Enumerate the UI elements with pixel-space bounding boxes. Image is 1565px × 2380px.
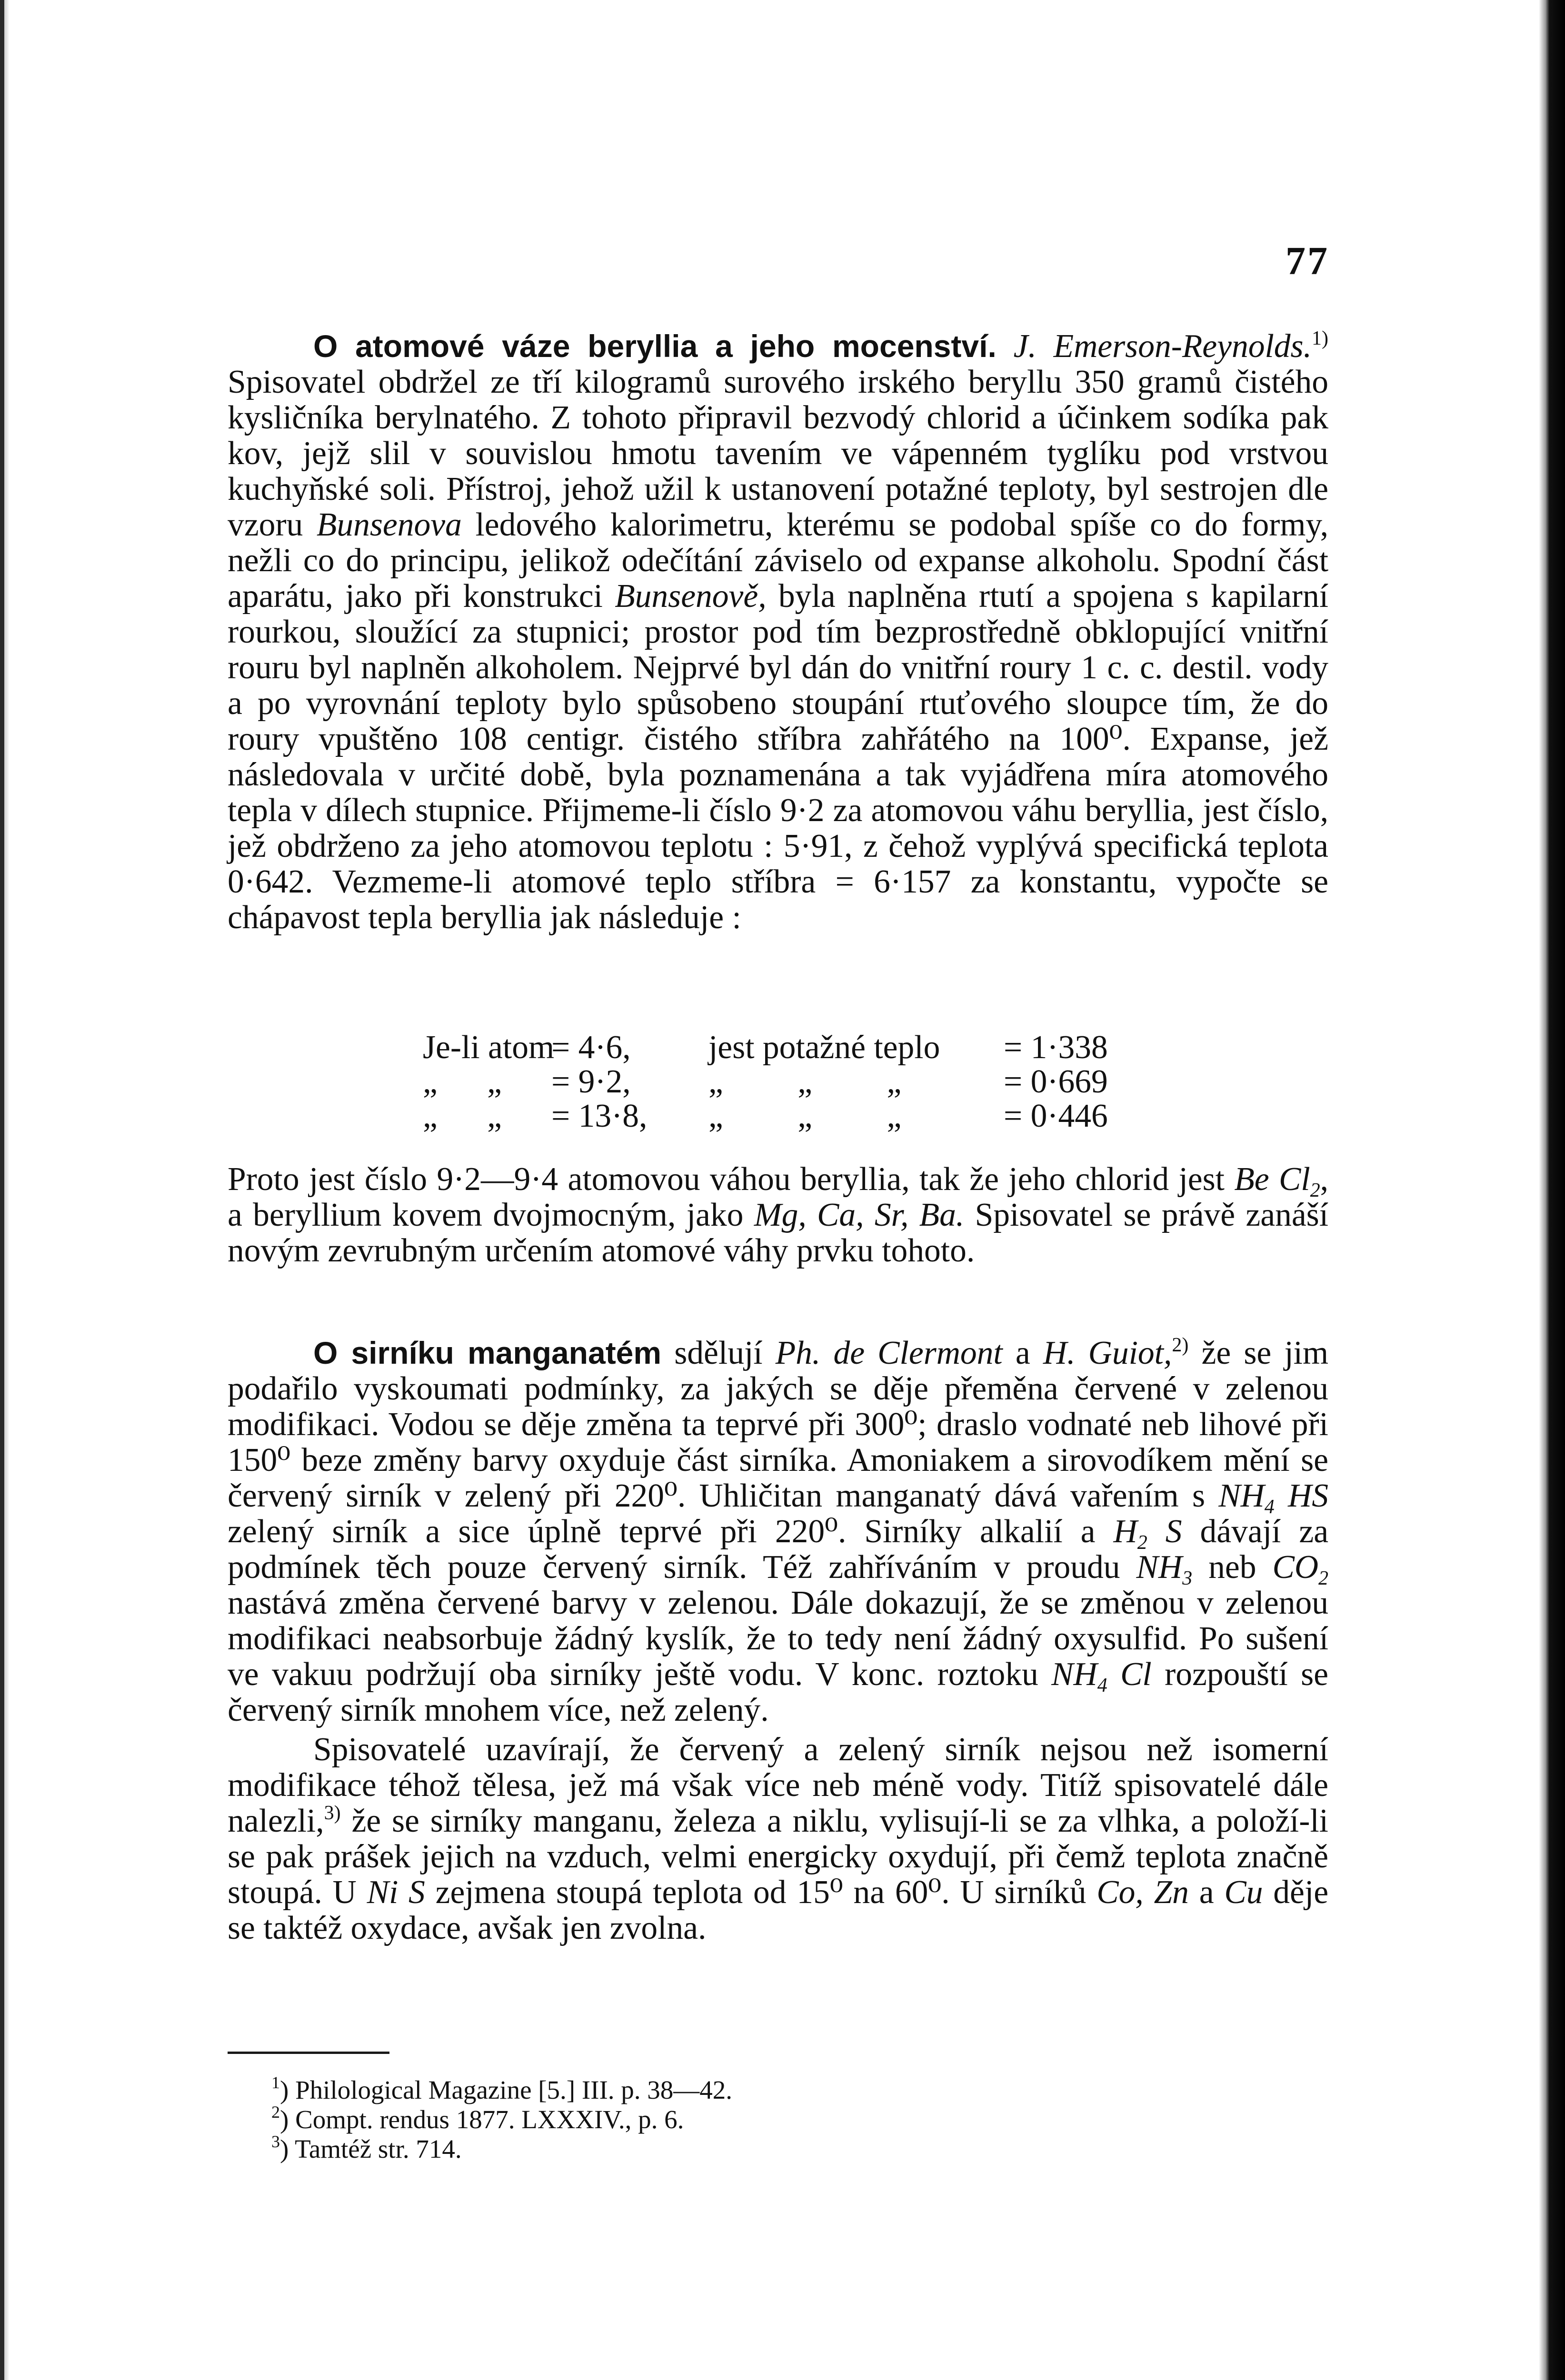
bunsen-reference-2: Bunsenově, [615, 578, 767, 615]
article-beryllium-paragraph [228, 328, 1328, 935]
article-manganese-sulfide [228, 1335, 1328, 1946]
nickel-sulfide-formula: Ni S [367, 1874, 425, 1911]
beryllium-chloride-formula: Be $Cl_2$ [1234, 1161, 1320, 1201]
ammonium-chloride-formula: $NH_4$ Cl [1051, 1656, 1152, 1696]
article-beryllium-text-2: ledového kalorimetru, kterému se podobal spíše co do formy, nežli co do principu, jelikož odečítání záviselo od expanse alkoholu. Spodní část aparátu, jako při konstrukci [228, 506, 1329, 615]
article-manganese-paragraph-2: Spisovatelé uzavírají, že červený a zelený sirník nejsou než isomerní modifikace téhož tělesa, jež má však více neb méně vody. Titíž spisovatelé dále nalezli,$^{3)}$ že se sirníky manganu, železa a niklu, vylisují-li se za vlhka, a položí-li se pak prášek jejich na vzduch, velmi energicky oxydují, při čemž teplota značně stoupá. U Ni S zejmena stoupá teplota od 15⁰ na 60⁰. U sirníků Co, Zn a Cu děje se taktéž oxydace, avšak jen zvolna. [228, 1731, 1329, 1946]
beryllium-conclusion [228, 1161, 1328, 1269]
scan-edge-right [1539, 0, 1565, 2380]
article-manganese-paragraph: O sirníku manganatém sdělují Ph. de Clermont a H. Guiot,$^{2)}$ že se jim podařilo vyskoumati podmínky, za jakých se děje přeměna červené v zelenou modifikaci. Vodou se děje změna ta teprvé při 300⁰; draslo vodnaté neb lihové při 150⁰ beze změny barvy oxyduje část sirníka. Amoniakem a sirovodíkem mění se červený sirník v zelený při 220⁰. Uhličitan manganatý dává vařením s $NH_4$ HS zelený sirník a sice úplně teprvé při 220⁰. Sirníky alkalií a $H_2$ S dávají za podmínek těch pouze červený sirník. Též zahříváním v proudu $NH_3$ neb $CO_2$ nastává změna červené barvy v zelenou. Dále dokazují, že se změnou v zelenou modifikaci neabsorbuje žádný kyslík, že to tedy není žádný oxysulfid. Po sušení ve vakuu podržují oba sirníky ještě vodu. V konc. roztoku $NH_4$ Cl rozpouští se červený sirník mnohem více, než zelený. [228, 1334, 1329, 1728]
beryllium-conclusion-paragraph: Proto jest číslo 9·2—9·4 atomovou váhou beryllia, tak že jeho chlorid jest Be $Cl_2$, a beryllium kovem dvojmocným, jako Mg, Ca, Sr, Ba. Spisovatel se právě zanáší novým zevrubným určením atomové váhy prvku tohoto. [228, 1161, 1329, 1269]
divalent-metals: Mg, Ca, Sr, Ba. [754, 1197, 965, 1233]
article-beryllium-author: J. Emerson-Reynolds. [1013, 328, 1312, 365]
bunsen-reference-1: Bunsenova [316, 506, 462, 543]
footnote-1: $^1$) Philological Magazine [5.] III. p. 38—42. [271, 2073, 733, 2104]
atomic-heat-row: Je-li atom = 4·6, jest potažné teplo = 1·338 [423, 1029, 1108, 1066]
atomic-heat-table [423, 1031, 1137, 1133]
footnote-2: $^2$) Compt. rendus 1877. LXXXIV., p. 6. [271, 2102, 684, 2134]
article-manganese-heading: O sirníku manganatém [313, 1335, 662, 1370]
article-beryllium [228, 328, 1328, 935]
atomic-heat-row: „ „ = 9·2, „ „ „ = 0·669 [423, 1063, 1108, 1100]
hydrogen-sulfide-formula: $H_2$ S [1113, 1513, 1182, 1554]
ammonium-hydrosulfide-formula: $NH_4$ HS [1218, 1478, 1328, 1518]
article-beryllium-text-3: byla naplněna rtutí a spojena s kapilarní rourkou, sloužící za stupnici; prostor pod tím bezprostředně obklopující vnitřní rouru byl naplněn alkoholem. Nejprvé byl dán do vnitřní roury 1 c. c. destil. vody a po vyrovnání teploty bylo spůsobeno stoupání rtuťového sloupce tím, že do roury vpuštěno 108 centigr. čistého stříbra zahřátého na 100⁰. Expanse, jež následovala v určité době, byla poznamenána a tak vyjádřena míra atomového tepla v dílech stupnice. Přijmeme-li číslo 9·2 za atomovou váhu beryllia, jest číslo, jež obdrženo za jeho atomovou teplotu : 5·91, z čehož vyplývá specifická teplota 0·642. Vezmeme-li atomové teplo stříbra = 6·157 za konstantu, vypočte se chápavost tepla beryllia jak následuje : [228, 578, 1329, 936]
footnote-ref-3[interactable]: 3) [324, 1802, 341, 1824]
atomic-heat-row: „ „ = 13·8, „ „ „ = 0·446 [423, 1098, 1108, 1134]
footnote-3: $^3$) Tamtéž str. 714. [271, 2132, 462, 2163]
footnote-ref-2[interactable]: 2) [1172, 1334, 1189, 1356]
footnote-divider [228, 2052, 389, 2054]
ammonia-formula: $NH_3$ [1136, 1549, 1193, 1589]
article-manganese-author-2: H. Guiot, [1043, 1335, 1172, 1371]
article-manganese-author-1: Ph. de Clermont [775, 1335, 1003, 1371]
carbon-dioxide-formula: $CO_2$ [1272, 1549, 1329, 1589]
article-beryllium-heading: O atomové váze beryllia a jeho mocenství. [313, 328, 997, 364]
scan-edge-left [0, 0, 10, 2380]
footnote-ref-1[interactable]: 1) [1311, 327, 1328, 349]
footnotes [271, 2075, 1081, 2164]
page-number: 77 [1286, 239, 1329, 283]
article-beryllium-text-1: Spisovatel obdržel ze tří kilogramů surového irského beryllu 350 gramů čistého kysličníka berylnatého. Z tohoto připravil bezvodý chlorid a účinkem sodíka pak kov, jejž slil v souvislou hmotu tavením ve vápenném tyglíku pod vrstvou kuchyňské soli. Přístroj, jehož užil k ustanovení potažné teploty, byl sestrojen dle vzoru [228, 364, 1328, 543]
